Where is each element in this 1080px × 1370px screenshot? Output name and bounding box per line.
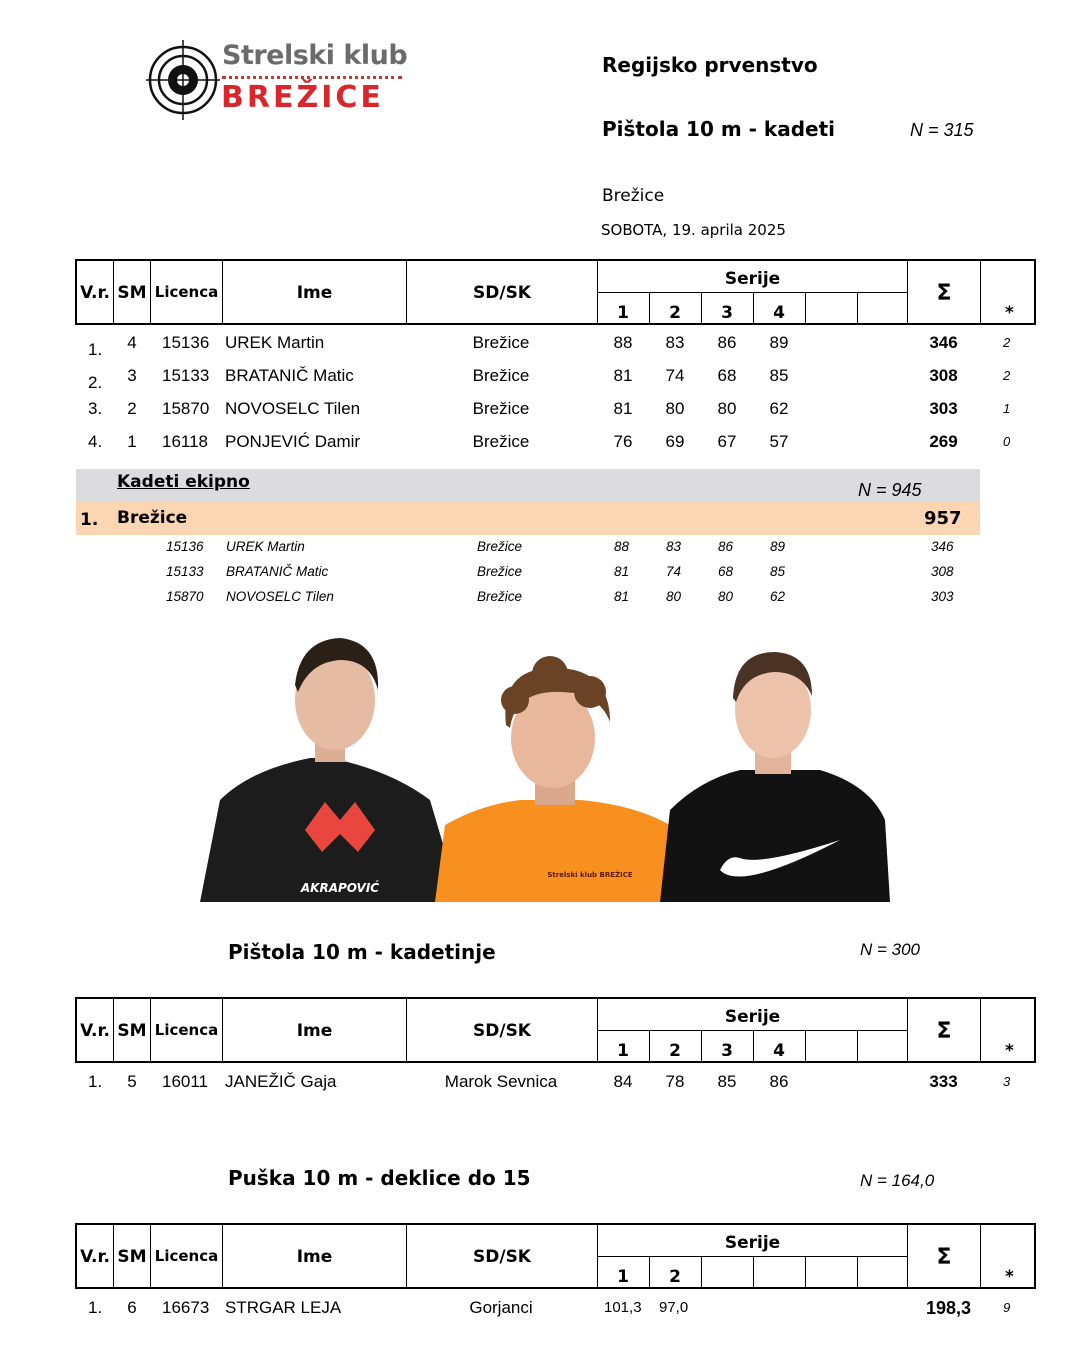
row-series-2: 83 xyxy=(665,333,685,352)
row-sum: 346 xyxy=(929,333,958,352)
member-sum: 303 xyxy=(931,589,954,604)
team-club: Brežice xyxy=(117,508,188,528)
row-series-2: 97,0 xyxy=(659,1299,689,1316)
row-star: 9 xyxy=(1003,1300,1011,1315)
target-logo-icon xyxy=(146,40,220,120)
member-series-1: 81 xyxy=(614,564,630,579)
member-series-3: 68 xyxy=(718,564,734,579)
section2-table-header xyxy=(75,997,1036,1063)
row-star: 2 xyxy=(1003,368,1011,383)
row-club: Brežice xyxy=(472,333,530,352)
row-club: Brežice xyxy=(472,432,530,451)
row-series-1: 81 xyxy=(613,366,633,385)
section2-n-value: N = 300 xyxy=(860,940,921,959)
row-star: 2 xyxy=(1003,335,1011,350)
col-sum: Σ xyxy=(936,1019,952,1044)
col-star: * xyxy=(1005,1041,1014,1061)
row-series-1: 81 xyxy=(613,399,633,418)
member-series-4: 89 xyxy=(770,539,786,554)
row-series-4: 86 xyxy=(769,1072,789,1091)
section3-table-header xyxy=(75,1223,1036,1289)
row-sm: 4 xyxy=(127,333,137,352)
team-n-value: N = 945 xyxy=(858,480,922,500)
row-club: Brežice xyxy=(472,366,530,385)
row-series-3: 67 xyxy=(717,432,737,451)
row-rank: 1. xyxy=(88,1298,103,1317)
row-sum: 308 xyxy=(929,366,958,385)
team-result-band xyxy=(76,502,980,535)
row-rank: 2. xyxy=(88,373,103,392)
col-rank: V.r. xyxy=(80,1247,110,1267)
col-name: Ime xyxy=(296,1021,333,1041)
row-license: 16118 xyxy=(162,432,209,451)
member-license: 15136 xyxy=(166,539,204,554)
row-series-2: 74 xyxy=(665,366,685,385)
row-license: 15870 xyxy=(162,399,210,418)
col-series-4: 4 xyxy=(773,303,785,323)
member-sum: 346 xyxy=(931,539,954,554)
col-series-1: 1 xyxy=(617,1267,629,1287)
row-rank: 3. xyxy=(88,399,103,418)
row-series-1: 88 xyxy=(613,333,633,352)
member-series-4: 62 xyxy=(770,589,786,604)
col-series-1: 1 xyxy=(617,303,629,323)
col-series-2: 2 xyxy=(669,1267,681,1287)
row-name: STRGAR LEJA xyxy=(225,1298,342,1317)
event-title: Pištola 10 m - kadeti xyxy=(602,117,835,141)
row-club: Brežice xyxy=(472,399,530,418)
col-sum: Σ xyxy=(936,1245,952,1270)
col-club: SD/SK xyxy=(473,1247,531,1267)
row-sm: 1 xyxy=(127,432,137,451)
member-series-1: 88 xyxy=(614,539,630,554)
row-series-1: 101,3 xyxy=(604,1299,642,1316)
results-table-header xyxy=(75,259,1036,325)
member-license: 15870 xyxy=(166,589,204,604)
col-series-3: 3 xyxy=(721,1041,733,1061)
section3-n-value: N = 164,0 xyxy=(860,1171,935,1190)
col-sm: SM xyxy=(117,1247,147,1267)
shirt-logo-text: AKRAPOVIĆ xyxy=(300,881,380,895)
col-series-1: 1 xyxy=(617,1041,629,1061)
row-rank: 1. xyxy=(88,340,103,359)
row-series-3: 85 xyxy=(717,1072,737,1091)
team-rank: 1. xyxy=(80,510,99,530)
row-series-3: 86 xyxy=(717,333,737,352)
col-series-4: 4 xyxy=(773,1041,785,1061)
col-star: * xyxy=(1005,1267,1014,1287)
row-sum: 303 xyxy=(929,399,958,418)
col-sm: SM xyxy=(117,283,147,303)
col-star: * xyxy=(1005,303,1014,323)
row-sm: 2 xyxy=(127,399,137,418)
row-sm: 3 xyxy=(127,366,137,385)
col-club: SD/SK xyxy=(473,1021,531,1041)
member-series-1: 81 xyxy=(614,589,630,604)
row-series-3: 80 xyxy=(717,399,737,418)
row-license: 15136 xyxy=(162,333,210,352)
col-license: Licenca xyxy=(154,283,219,301)
row-sum: 269 xyxy=(929,432,958,451)
row-series-4: 62 xyxy=(769,399,789,418)
row-series-1: 76 xyxy=(613,432,633,451)
row-series-4: 57 xyxy=(769,432,789,451)
competition-title: Regijsko prvenstvo xyxy=(602,53,818,77)
shirt-badge-text: Strelski klub BREŽICE xyxy=(547,871,633,879)
row-club: Gorjanci xyxy=(469,1298,533,1317)
col-sum: Σ xyxy=(936,281,952,306)
row-sm: 5 xyxy=(127,1072,137,1091)
member-series-3: 80 xyxy=(718,589,734,604)
row-series-4: 89 xyxy=(769,333,789,352)
row-name: NOVOSELC Tilen xyxy=(225,399,361,418)
col-license: Licenca xyxy=(154,1021,219,1039)
row-series-1: 84 xyxy=(613,1072,633,1091)
row-series-2: 80 xyxy=(665,399,685,418)
col-series-2: 2 xyxy=(669,1041,681,1061)
col-series-2: 2 xyxy=(669,303,681,323)
member-name: UREK Martin xyxy=(226,539,305,554)
member-series-3: 86 xyxy=(718,539,734,554)
col-name: Ime xyxy=(296,283,333,303)
row-star: 3 xyxy=(1003,1074,1011,1089)
row-series-3: 68 xyxy=(717,366,737,385)
row-name: BRATANIČ Matic xyxy=(225,366,354,385)
row-series-4: 85 xyxy=(769,366,789,385)
member-name: BRATANIČ Matic xyxy=(226,564,329,579)
row-rank: 1. xyxy=(88,1072,103,1091)
row-sm: 6 xyxy=(127,1298,137,1317)
event-location: Brežice xyxy=(602,186,665,206)
row-series-2: 69 xyxy=(665,432,685,451)
row-series-2: 78 xyxy=(665,1072,685,1091)
member-license: 15133 xyxy=(166,564,204,579)
team-title: Kadeti ekipno xyxy=(117,472,250,492)
row-rank: 4. xyxy=(88,432,103,451)
row-star: 0 xyxy=(1003,434,1011,449)
member-series-4: 85 xyxy=(770,564,786,579)
section2-title: Pištola 10 m - kadetinje xyxy=(228,940,496,964)
logo-dotted-divider xyxy=(222,76,402,79)
row-license: 16011 xyxy=(162,1072,209,1091)
member-series-2: 80 xyxy=(666,589,682,604)
col-series: Serije xyxy=(724,269,781,289)
col-series: Serije xyxy=(724,1233,781,1253)
col-series-3: 3 xyxy=(721,303,733,323)
col-sm: SM xyxy=(117,1021,147,1041)
logo-club-label: Strelski klub xyxy=(222,40,408,71)
section3-title: Puška 10 m - deklice do 15 xyxy=(228,1166,531,1190)
member-sum: 308 xyxy=(931,564,954,579)
col-series: Serije xyxy=(724,1007,781,1027)
row-license: 15133 xyxy=(162,366,210,385)
member-club: Brežice xyxy=(477,539,523,554)
col-name: Ime xyxy=(296,1247,333,1267)
team-total: 957 xyxy=(924,508,962,529)
row-license: 16673 xyxy=(162,1298,210,1317)
team-photo xyxy=(180,630,900,902)
member-club: Brežice xyxy=(477,589,523,604)
member-name: NOVOSELC Tilen xyxy=(226,589,334,604)
row-sum: 333 xyxy=(929,1072,958,1091)
member-series-2: 83 xyxy=(666,539,682,554)
logo-club-name: BREŽICE xyxy=(221,80,384,115)
row-star: 1 xyxy=(1003,401,1011,416)
row-name: UREK Martin xyxy=(225,333,325,352)
row-sum: 198,3 xyxy=(925,1298,972,1318)
row-name: PONJEVIĆ Damir xyxy=(225,432,361,451)
event-n-value: N = 315 xyxy=(910,120,974,140)
event-date: SOBOTA, 19. aprila 2025 xyxy=(601,221,786,239)
member-club: Brežice xyxy=(477,564,523,579)
col-club: SD/SK xyxy=(473,283,531,303)
col-rank: V.r. xyxy=(80,1021,110,1041)
member-series-2: 74 xyxy=(666,564,682,579)
row-name: JANEŽIČ Gaja xyxy=(225,1072,337,1091)
col-license: Licenca xyxy=(154,1247,219,1265)
col-rank: V.r. xyxy=(80,283,110,303)
row-club: Marok Sevnica xyxy=(444,1072,558,1091)
